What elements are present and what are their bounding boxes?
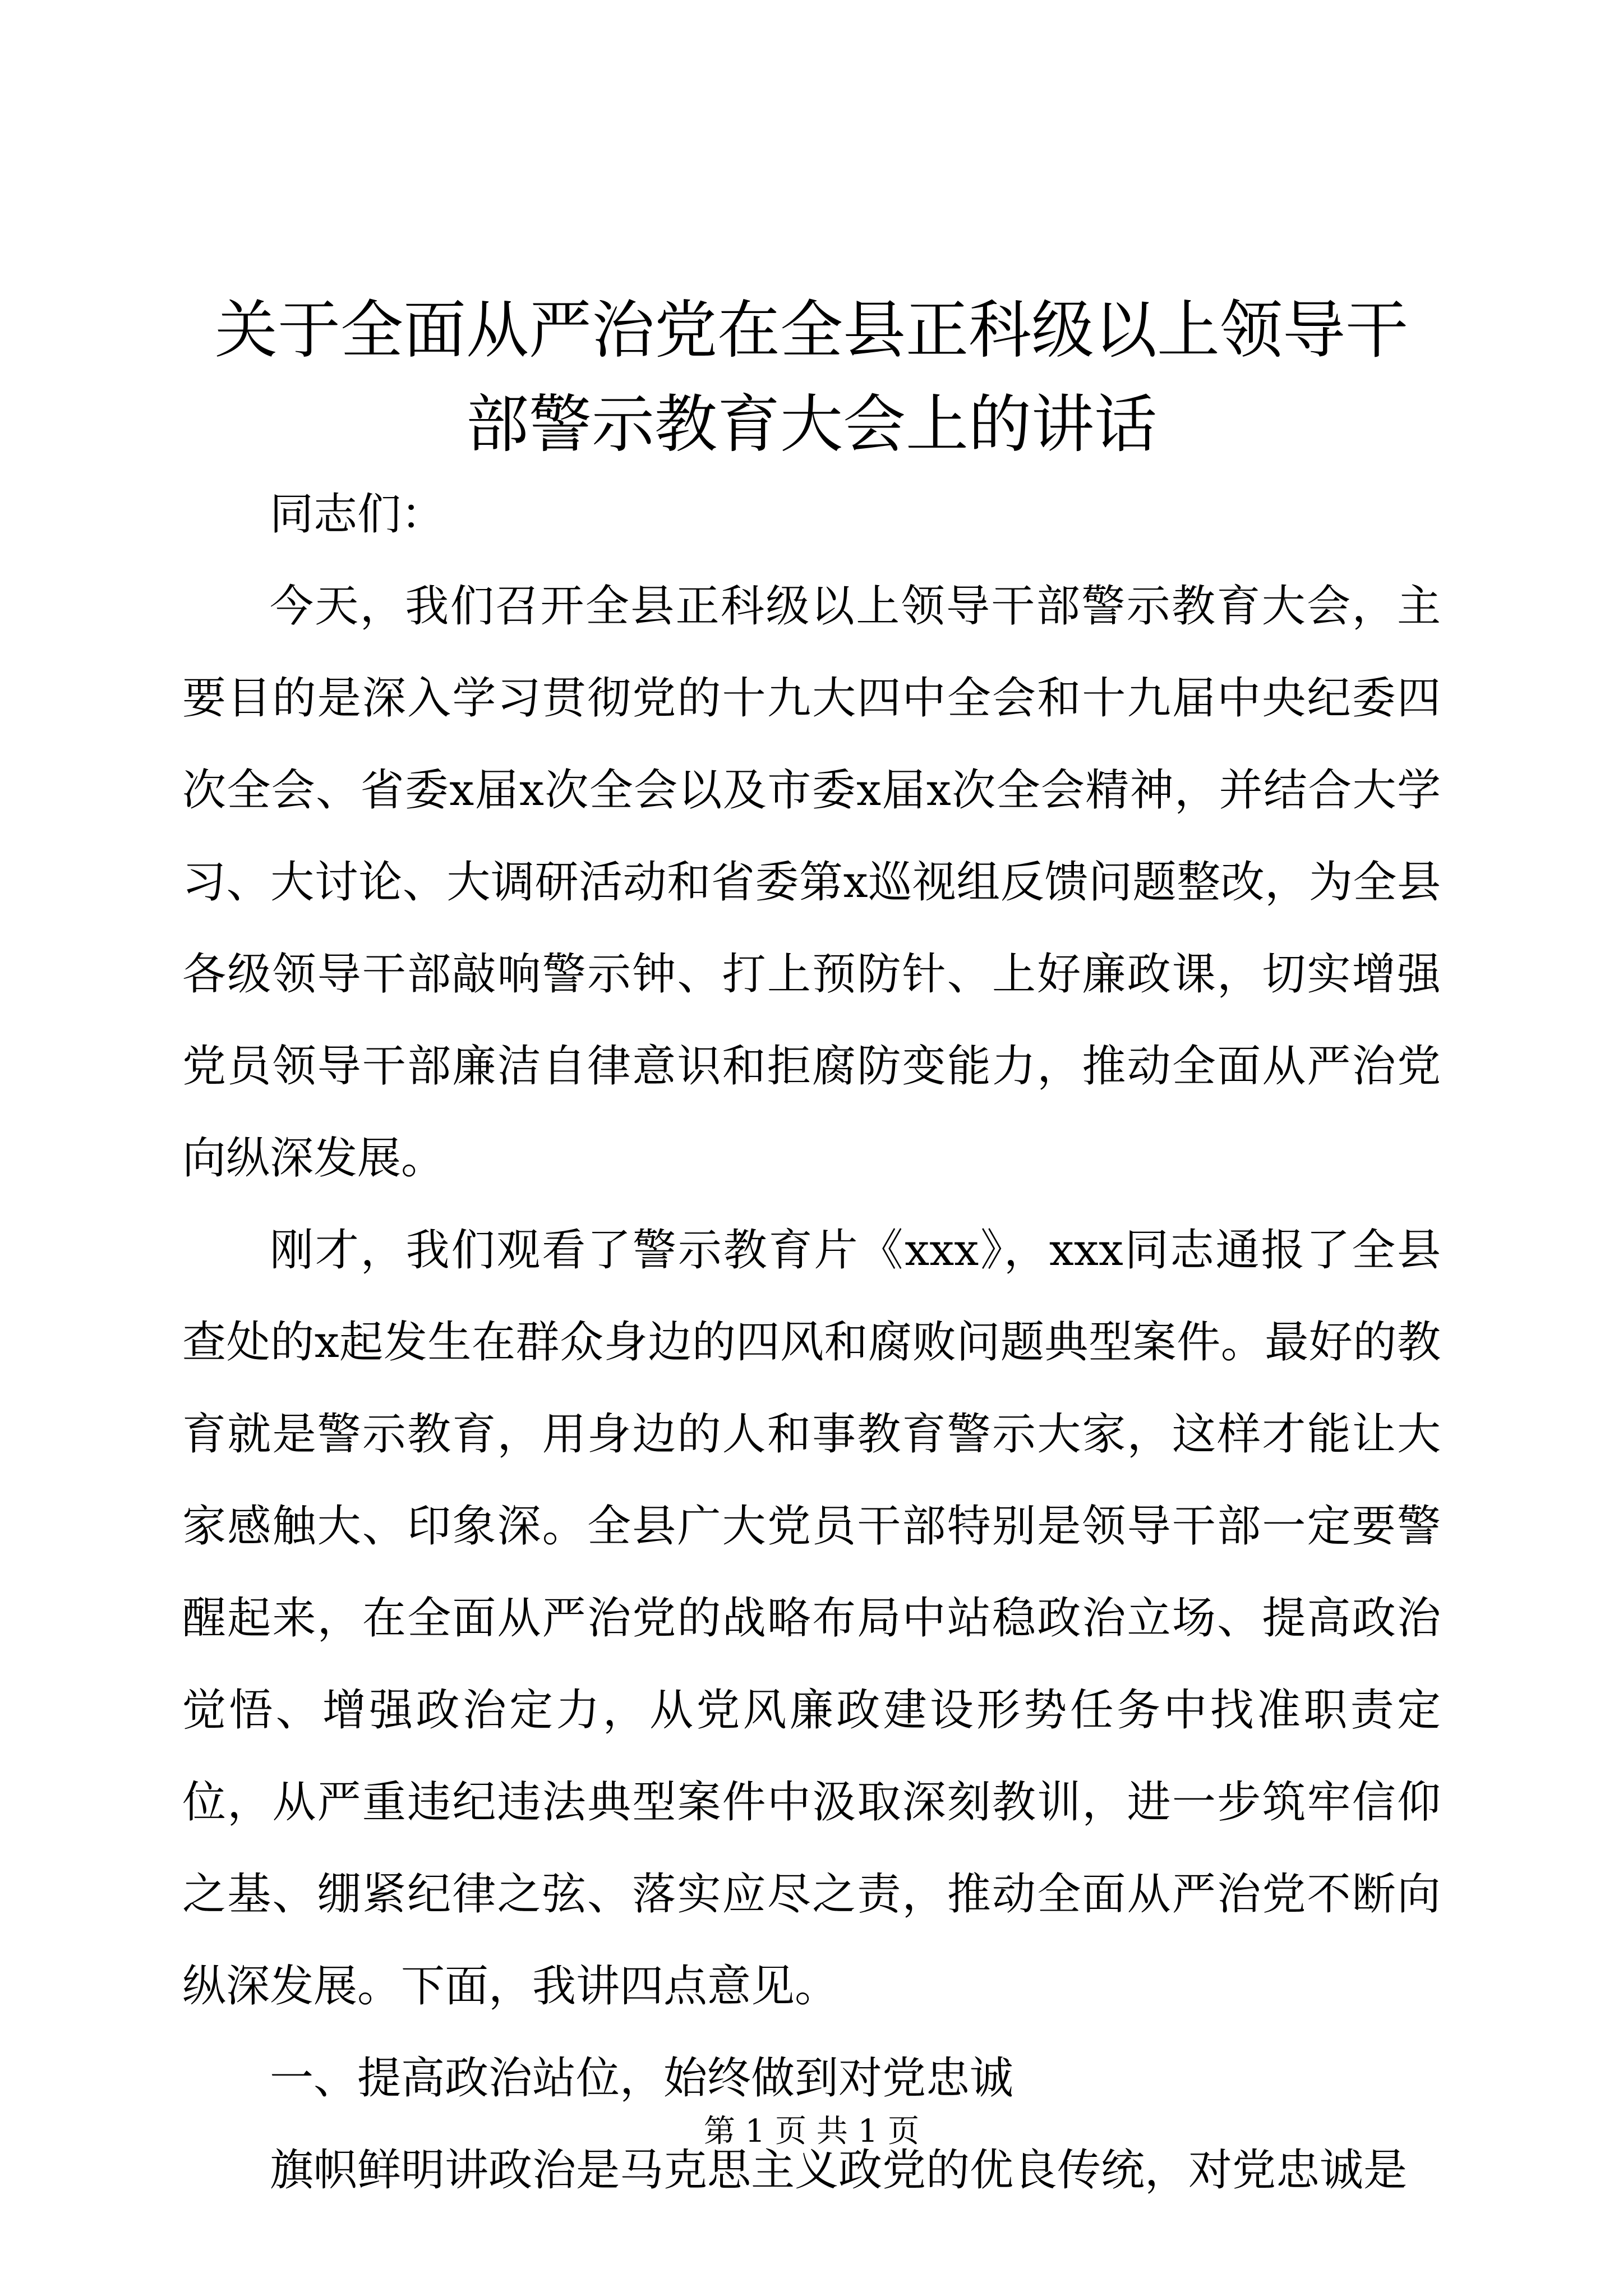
salutation: 同志们： [270, 489, 445, 540]
page-footer: 第 1 页 共 1 页 [703, 2113, 920, 2150]
paragraph: 今天，我们召开全县正科级以上领导干部警示教育大会，主要目的是深入学习贯彻党的十九大四中全会和十九届中央纪委四次全会、省委x届x次全会以及市委x届x次全会精神，并结合大学习、大讨论、大调研活动和省委第x巡视组反馈问题整改，为全县各级领导干部敲响警示钟、打上预防针、上好廉政课，切实增强党员领导干部廉洁自律意识和拒腐防变能力，推动全面从严治党向纵深发展。 [182, 581, 1441, 1184]
document-body [182, 468, 1441, 2216]
paragraph: 刚才，我们观看了警示教育片《xxx》，xxx同志通报了全县查处的x起发生在群众身边的四风和腐败问题典型案件。最好的教育就是警示教育，用身边的人和事教育警示大家，这样才能让大家感触大、印象深。全县广大党员干部特别是领导干部一定要警醒起来，在全面从严治党的战略布局中站稳政治立场、提高政治觉悟、增强政治定力，从党风廉政建设形势任务中找准职责定位，从严重违纪违法典型案件中汲取深刻教训，进一步筑牢信仰之基、绷紧纪律之弦、落实应尽之责，推动全面从严治党不断向纵深发展。下面，我讲四点意见。 [182, 1225, 1441, 2012]
page-title: 关于全面从严治党在全县正科级以上领导干部警示教育大会上的讲话 [215, 294, 1408, 461]
paragraph: 旗帜鲜明讲政治是马克思主义政党的优良传统，对党忠诚是 [270, 2145, 1408, 2196]
section-heading: 一、提高政治站位，始终做到对党忠诚 [270, 2053, 1014, 2104]
